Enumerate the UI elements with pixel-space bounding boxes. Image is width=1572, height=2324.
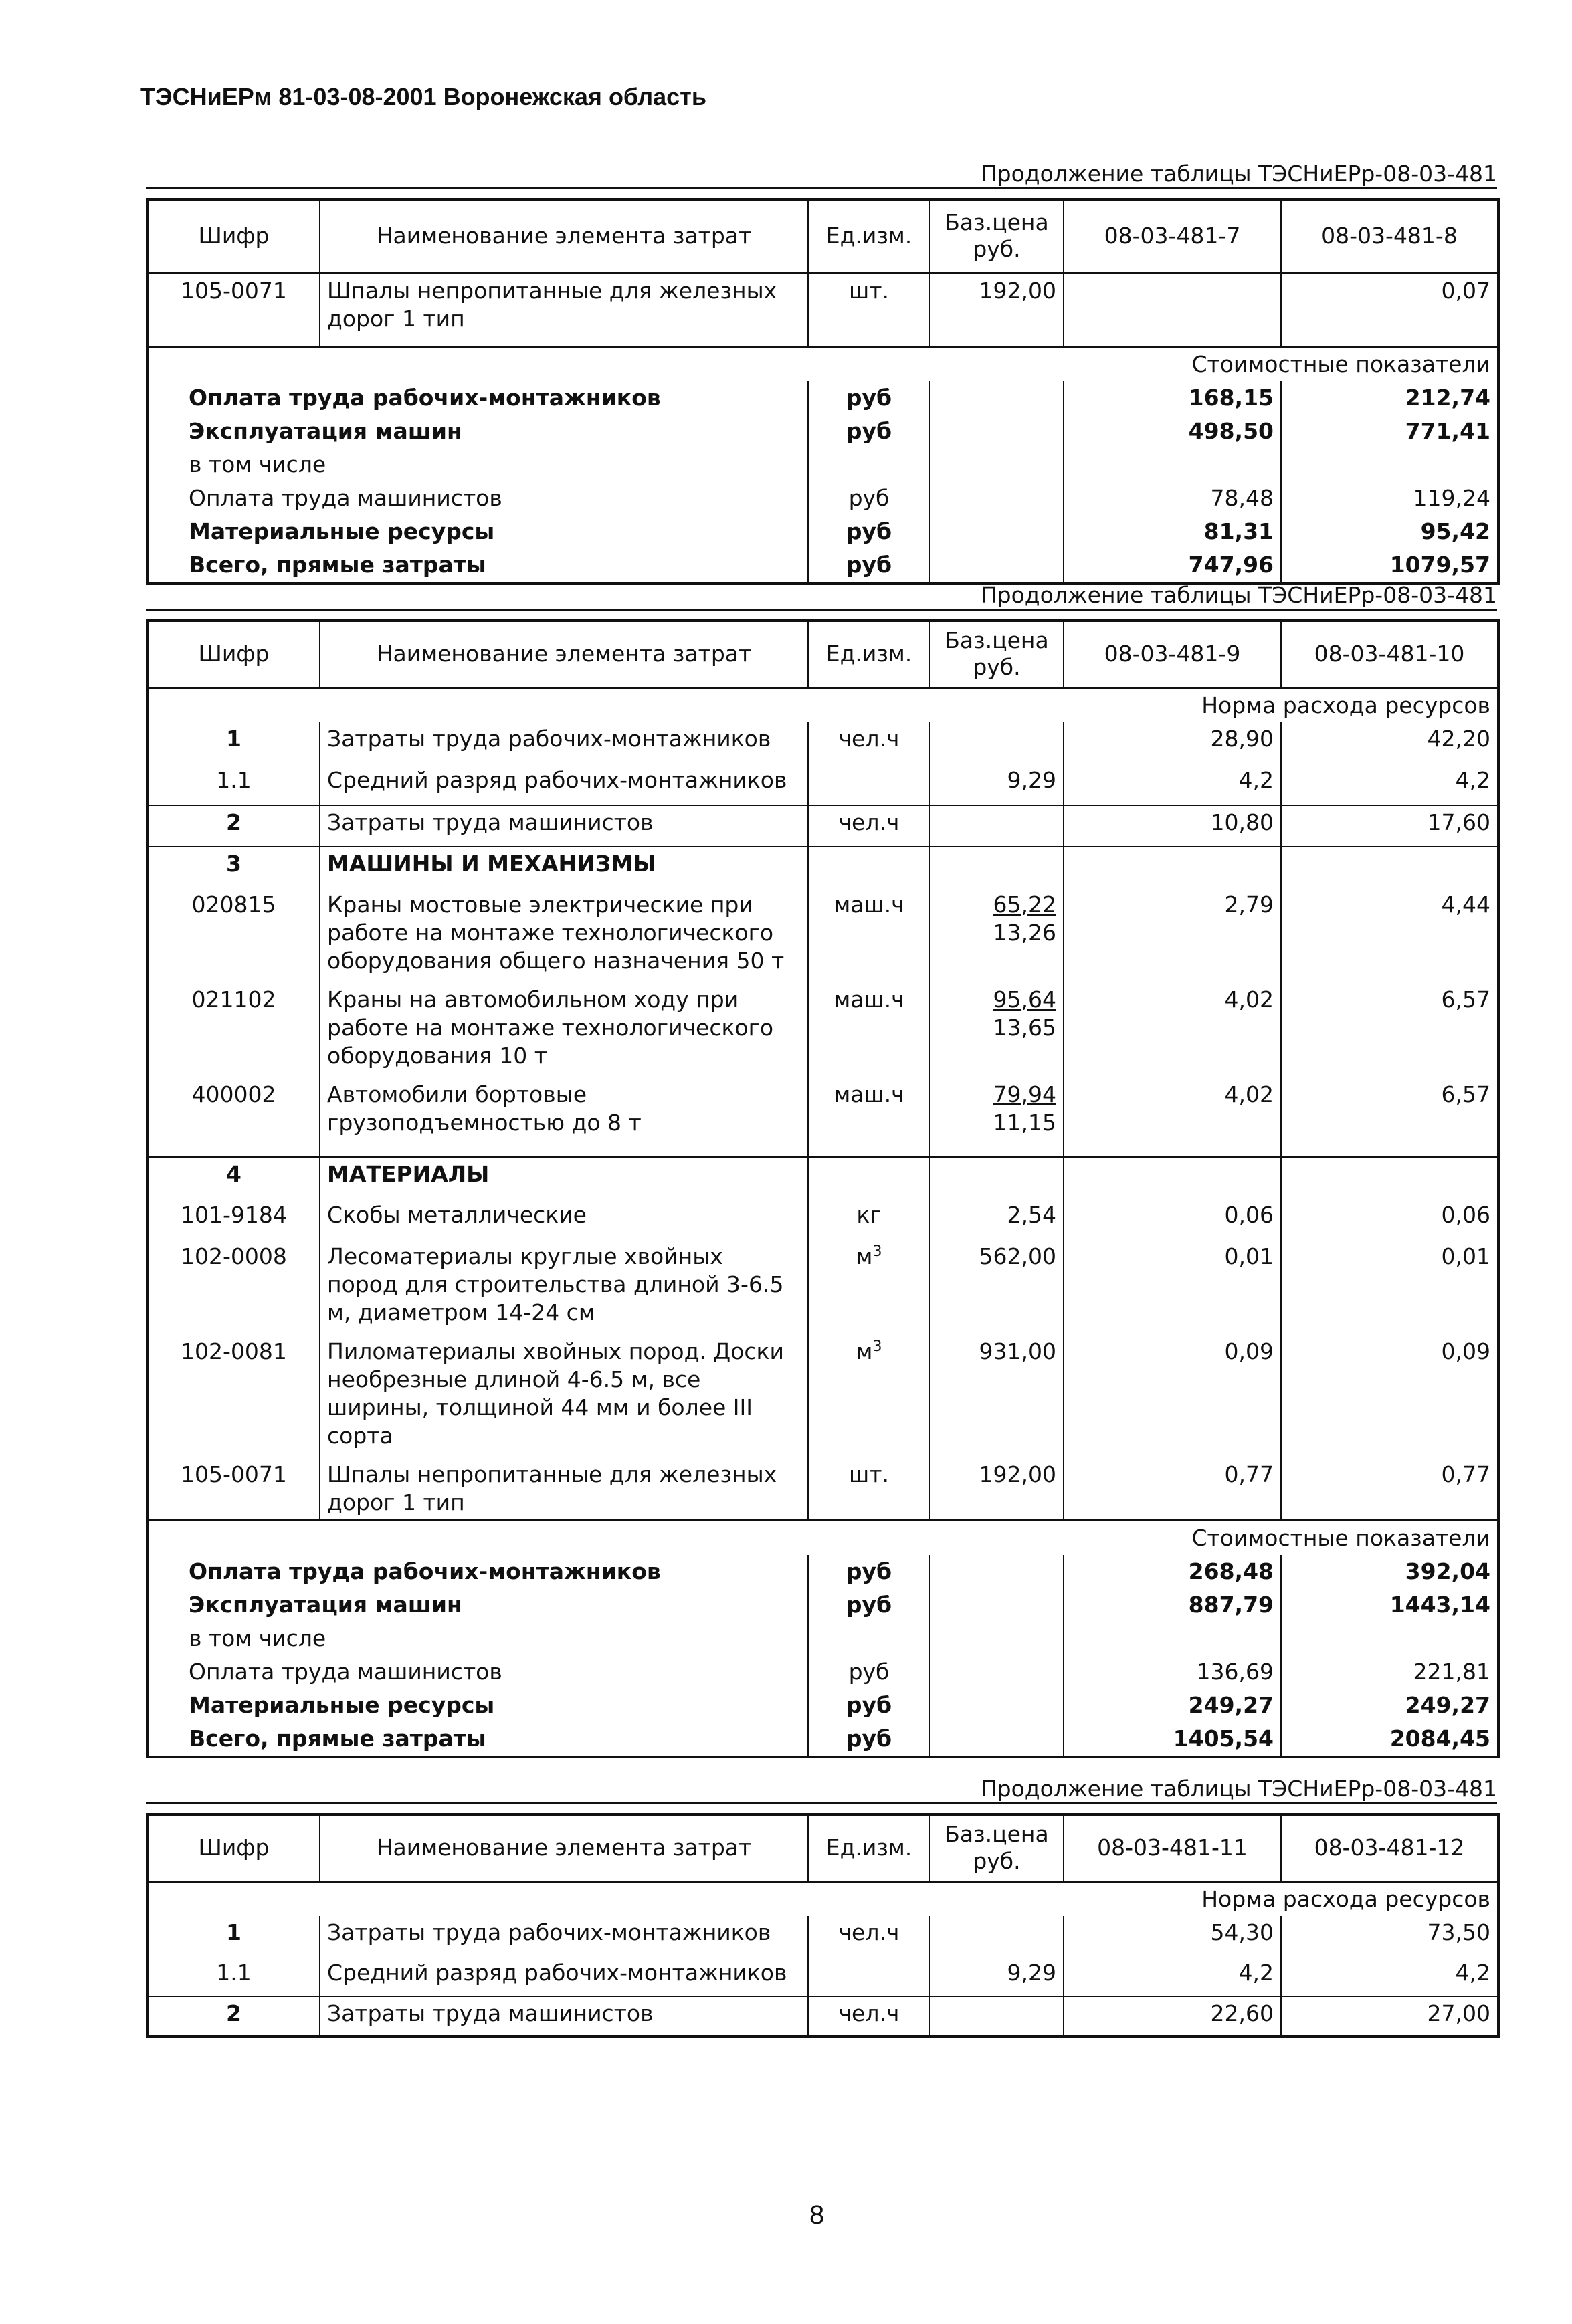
- header-col1: 08-03-481-7: [1064, 199, 1281, 273]
- cost-price: [930, 1689, 1064, 1722]
- header-name: Наименование элемента затрат: [320, 199, 808, 273]
- row-name: Автомобили бортовые грузоподъемностью до 8 т: [320, 1078, 808, 1157]
- row-code: 105-0071: [147, 273, 320, 346]
- cost-price: [930, 1655, 1064, 1689]
- row-price: 192,00: [930, 273, 1064, 346]
- row-code: 1: [147, 1916, 320, 1956]
- header-unit: Ед.изм.: [808, 621, 930, 688]
- cost-row: [147, 1655, 1498, 1689]
- row-code: 2: [147, 805, 320, 847]
- cost-row: [147, 548, 1498, 583]
- row-code: 1.1: [147, 1956, 320, 1996]
- header-code: Шифр: [147, 621, 320, 688]
- cost-value-1: 168,15: [1064, 381, 1281, 415]
- cost-unit: руб: [808, 515, 930, 548]
- cost-unit: [808, 448, 930, 482]
- row-price: 562,00: [930, 1240, 1064, 1335]
- row-name: Средний разряд рабочих-монтажников: [320, 1956, 808, 1996]
- cost-value-1: 78,48: [1064, 482, 1281, 515]
- row-value-1: 54,30: [1064, 1916, 1281, 1956]
- row-value-1: 0,06: [1064, 1198, 1281, 1240]
- header-col2: 08-03-481-10: [1281, 621, 1498, 688]
- row-unit: чел.ч: [808, 722, 930, 764]
- row-name: Краны мостовые электрические при работе на монтаже технологического оборудования общего назначения 50 т: [320, 888, 808, 983]
- row-value-2: 4,2: [1281, 1956, 1498, 1996]
- price-wage: 13,65: [993, 1014, 1056, 1041]
- row-value-1: 0,77: [1064, 1458, 1281, 1521]
- cost-row: [147, 1555, 1498, 1588]
- row-price: 2,54: [930, 1198, 1064, 1240]
- table-row: [147, 1956, 1498, 1996]
- table-row: [147, 1916, 1498, 1956]
- row-price: [930, 983, 1064, 1078]
- norm-section-title: Норма расхода ресурсов: [147, 1881, 1498, 1916]
- row-name: Скобы металлические: [320, 1198, 808, 1240]
- row-value-2: 73,50: [1281, 1916, 1498, 1956]
- row-value-2: [1281, 1157, 1498, 1198]
- section-row: [147, 1520, 1498, 1555]
- table-row: [147, 1458, 1498, 1521]
- cost-label: Материальные ресурсы: [189, 1691, 495, 1718]
- row-unit: [808, 764, 930, 805]
- row-unit: маш.ч: [808, 1078, 930, 1157]
- cost-row: [147, 1689, 1498, 1722]
- header-col2: 08-03-481-12: [1281, 1814, 1498, 1881]
- cost-value-1: 268,48: [1064, 1555, 1281, 1588]
- cost-price: [930, 1622, 1064, 1655]
- row-price: 931,00: [930, 1335, 1064, 1458]
- row-value-2: 6,57: [1281, 983, 1498, 1078]
- row-name: Лесоматериалы круглые хвойных пород для строительства длиной 3-6.5 м, диаметром 14-24 см: [320, 1240, 808, 1335]
- row-unit: [808, 1956, 930, 1996]
- table-row: [147, 805, 1498, 847]
- row-unit: [808, 1335, 930, 1458]
- table-row: [147, 847, 1498, 888]
- page-number: 8: [809, 2200, 825, 2230]
- header-unit: Ед.изм.: [808, 1814, 930, 1881]
- row-unit: маш.ч: [808, 983, 930, 1078]
- cost-section-title: Стоимостные показатели: [147, 1520, 1498, 1555]
- row-code: 1: [147, 722, 320, 764]
- row-value-2: 42,20: [1281, 722, 1498, 764]
- cost-price: [930, 448, 1064, 482]
- row-code: 020815: [147, 888, 320, 983]
- cost-section-title: Стоимостные показатели: [147, 346, 1498, 381]
- table-row: [147, 764, 1498, 805]
- table1: [146, 198, 1500, 585]
- table1-header-row: [147, 199, 1498, 273]
- cost-value-2: 392,04: [1281, 1555, 1498, 1588]
- row-value-2: 0,09: [1281, 1335, 1498, 1458]
- row-name: Шпалы непропитанные для железных дорог 1 тип: [320, 1458, 808, 1521]
- row-code: 105-0071: [147, 1458, 320, 1521]
- cost-price: [930, 548, 1064, 583]
- row-value-1: 4,02: [1064, 1078, 1281, 1157]
- cost-price: [930, 381, 1064, 415]
- row-value-2: 4,44: [1281, 888, 1498, 983]
- row-price: [930, 1078, 1064, 1157]
- row-code: 021102: [147, 983, 320, 1078]
- row-name: МАТЕРИАЛЫ: [320, 1157, 808, 1198]
- cost-price: [930, 1555, 1064, 1588]
- table2-header-row: [147, 621, 1498, 688]
- table3: [146, 1813, 1500, 2038]
- cost-unit: руб: [808, 548, 930, 583]
- row-price: [930, 847, 1064, 888]
- row-name: Краны на автомобильном ходу при работе на монтаже технологического оборудования 10 т: [320, 983, 808, 1078]
- cost-row: [147, 515, 1498, 548]
- cost-unit: [808, 1622, 930, 1655]
- cost-value-2: 1443,14: [1281, 1588, 1498, 1622]
- table-row: [147, 1996, 1498, 2036]
- row-name: Затраты труда рабочих-монтажников: [320, 722, 808, 764]
- table2: [146, 619, 1500, 1758]
- row-unit: шт.: [808, 1458, 930, 1521]
- row-value-1: [1064, 847, 1281, 888]
- cost-row: [147, 448, 1498, 482]
- table2-continuation: Продолжение таблицы ТЭСНиЕРр-08-03-481: [146, 582, 1497, 611]
- row-price: 9,29: [930, 1956, 1064, 1996]
- table-row: [147, 983, 1498, 1078]
- cost-value-2: 1079,57: [1281, 548, 1498, 583]
- row-value-2: 6,57: [1281, 1078, 1498, 1157]
- row-value-1: 4,02: [1064, 983, 1281, 1078]
- row-code: 2: [147, 1996, 320, 2036]
- row-value-1: [1064, 1157, 1281, 1198]
- table3-header-row: [147, 1814, 1498, 1881]
- table-row: [147, 1157, 1498, 1198]
- header-col1: 08-03-481-9: [1064, 621, 1281, 688]
- cost-label: Оплата труда рабочих-монтажников: [189, 1558, 661, 1584]
- row-name: МАШИНЫ И МЕХАНИЗМЫ: [320, 847, 808, 888]
- cost-price: [930, 1588, 1064, 1622]
- document-title: ТЭСНиЕРм 81-03-08-2001 Воронежская область: [140, 83, 706, 110]
- section-row: [147, 1881, 1498, 1916]
- row-unit: чел.ч: [808, 805, 930, 847]
- header-code: Шифр: [147, 1814, 320, 1881]
- row-value-1: 0,01: [1064, 1240, 1281, 1335]
- cost-value-1: 81,31: [1064, 515, 1281, 548]
- header-col1: 08-03-481-11: [1064, 1814, 1281, 1881]
- cost-value-1: 887,79: [1064, 1588, 1281, 1622]
- cost-unit: руб: [808, 1555, 930, 1588]
- cubic-superscript: 3: [872, 1338, 882, 1355]
- table-row: [147, 1198, 1498, 1240]
- cost-label: Всего, прямые затраты: [189, 1725, 486, 1752]
- row-value-1: [1064, 273, 1281, 346]
- cost-value-1: 1405,54: [1064, 1722, 1281, 1757]
- cost-value-2: 771,41: [1281, 415, 1498, 448]
- row-unit: [808, 1157, 930, 1198]
- cost-price: [930, 482, 1064, 515]
- section-row: [147, 346, 1498, 381]
- table-row: [147, 888, 1498, 983]
- row-value-1: 22,60: [1064, 1996, 1281, 2036]
- cost-row: [147, 482, 1498, 515]
- cost-label: Всего, прямые затраты: [189, 551, 486, 578]
- cost-unit: руб: [808, 1689, 930, 1722]
- cost-price: [930, 1722, 1064, 1757]
- cost-value-1: [1064, 448, 1281, 482]
- row-name: Затраты труда машинистов: [320, 805, 808, 847]
- cost-price: [930, 415, 1064, 448]
- header-code: Шифр: [147, 199, 320, 273]
- cost-unit: руб: [808, 1588, 930, 1622]
- row-value-2: 27,00: [1281, 1996, 1498, 2036]
- cost-label: Эксплуатация машин: [189, 1591, 462, 1618]
- row-unit: [808, 847, 930, 888]
- table3-resource-body: [147, 1916, 1498, 2036]
- cost-label: Оплата труда рабочих-монтажников: [189, 384, 661, 411]
- table-row: [147, 1240, 1498, 1335]
- cost-label: в том числе: [189, 1624, 326, 1651]
- table-row: [147, 273, 1498, 346]
- row-value-1: 0,09: [1064, 1335, 1281, 1458]
- row-value-2: 0,77: [1281, 1458, 1498, 1521]
- row-price: 9,29: [930, 764, 1064, 805]
- table-row: [147, 1335, 1498, 1458]
- cost-value-2: [1281, 448, 1498, 482]
- row-value-2: 0,01: [1281, 1240, 1498, 1335]
- row-value-2: 0,06: [1281, 1198, 1498, 1240]
- cost-value-1: 136,69: [1064, 1655, 1281, 1689]
- row-name: Шпалы непропитанные для железных дорог 1 тип: [320, 273, 808, 346]
- row-unit: маш.ч: [808, 888, 930, 983]
- cost-value-2: 95,42: [1281, 515, 1498, 548]
- header-price: Баз.цена руб.: [930, 621, 1064, 688]
- cost-unit: руб: [808, 482, 930, 515]
- table2-cost-body: [147, 1555, 1498, 1757]
- table1-cost-body: [147, 381, 1498, 583]
- cost-label: Оплата труда машинистов: [189, 1658, 502, 1685]
- cost-value-2: 119,24: [1281, 482, 1498, 515]
- cost-label: в том числе: [189, 451, 326, 478]
- row-price: 192,00: [930, 1458, 1064, 1521]
- header-unit: Ед.изм.: [808, 199, 930, 273]
- cost-value-2: 2084,45: [1281, 1722, 1498, 1757]
- cost-value-1: 249,27: [1064, 1689, 1281, 1722]
- row-value-1: 10,80: [1064, 805, 1281, 847]
- row-code: 102-0008: [147, 1240, 320, 1335]
- row-name: Пиломатериалы хвойных пород. Доски необрезные длиной 4-6.5 м, все ширины, толщиной 44 мм и более III сорта: [320, 1335, 808, 1458]
- row-value-1: 2,79: [1064, 888, 1281, 983]
- row-value-2: 4,2: [1281, 764, 1498, 805]
- row-price: [930, 1996, 1064, 2036]
- table-row: [147, 722, 1498, 764]
- row-code: 400002: [147, 1078, 320, 1157]
- row-code: 101-9184: [147, 1198, 320, 1240]
- cost-row: [147, 381, 1498, 415]
- cubic-superscript: 3: [872, 1243, 882, 1260]
- section-row: [147, 688, 1498, 722]
- row-code: 3: [147, 847, 320, 888]
- cost-label: Эксплуатация машин: [189, 417, 462, 444]
- row-value-2: 17,60: [1281, 805, 1498, 847]
- norm-section-title: Норма расхода ресурсов: [147, 688, 1498, 722]
- row-value-2: [1281, 847, 1498, 888]
- cost-value-2: [1281, 1622, 1498, 1655]
- header-name: Наименование элемента затрат: [320, 1814, 808, 1881]
- cost-price: [930, 515, 1064, 548]
- cost-row: [147, 1722, 1498, 1757]
- row-price: [930, 722, 1064, 764]
- cost-value-2: 249,27: [1281, 1689, 1498, 1722]
- row-price: [930, 1157, 1064, 1198]
- price-wage: 13,26: [993, 919, 1056, 946]
- table2-resource-body: [147, 722, 1498, 1521]
- header-price: Баз.цена руб.: [930, 1814, 1064, 1881]
- cost-value-1: [1064, 1622, 1281, 1655]
- row-name: Средний разряд рабочих-монтажников: [320, 764, 808, 805]
- cost-value-1: 498,50: [1064, 415, 1281, 448]
- price-total: 79,94: [993, 1081, 1056, 1107]
- table-row: [147, 1078, 1498, 1157]
- header-col2: 08-03-481-8: [1281, 199, 1498, 273]
- cost-row: [147, 1622, 1498, 1655]
- row-price: [930, 805, 1064, 847]
- row-unit: кг: [808, 1198, 930, 1240]
- price-wage: 11,15: [993, 1109, 1056, 1136]
- row-value-1: 28,90: [1064, 722, 1281, 764]
- row-unit-text: м: [856, 1338, 873, 1364]
- table1-continuation: Продолжение таблицы ТЭСНиЕРр-08-03-481: [146, 161, 1497, 189]
- table3-continuation: Продолжение таблицы ТЭСНиЕРр-08-03-481: [146, 1776, 1497, 1804]
- row-code: 102-0081: [147, 1335, 320, 1458]
- header-name: Наименование элемента затрат: [320, 621, 808, 688]
- cost-value-2: 212,74: [1281, 381, 1498, 415]
- row-price: [930, 1916, 1064, 1956]
- cost-label: Оплата труда машинистов: [189, 484, 502, 511]
- price-total: 95,64: [993, 986, 1056, 1013]
- row-value-2: 0,07: [1281, 273, 1498, 346]
- cost-value-1: 747,96: [1064, 548, 1281, 583]
- row-name: Затраты труда рабочих-монтажников: [320, 1916, 808, 1956]
- row-price: [930, 888, 1064, 983]
- cost-row: [147, 415, 1498, 448]
- cost-row: [147, 1588, 1498, 1622]
- header-price: Баз.цена руб.: [930, 199, 1064, 273]
- row-unit-text: м: [856, 1243, 873, 1269]
- cost-unit: руб: [808, 1722, 930, 1757]
- row-unit: чел.ч: [808, 1996, 930, 2036]
- row-code: 4: [147, 1157, 320, 1198]
- cost-unit: руб: [808, 1655, 930, 1689]
- row-code: 1.1: [147, 764, 320, 805]
- cost-value-2: 221,81: [1281, 1655, 1498, 1689]
- row-unit: чел.ч: [808, 1916, 930, 1956]
- row-value-1: 4,2: [1064, 764, 1281, 805]
- row-name: Затраты труда машинистов: [320, 1996, 808, 2036]
- cost-label: Материальные ресурсы: [189, 518, 495, 544]
- cost-unit: руб: [808, 415, 930, 448]
- row-unit: [808, 1240, 930, 1335]
- row-unit: шт.: [808, 273, 930, 346]
- price-total: 65,22: [993, 891, 1056, 918]
- cost-unit: руб: [808, 381, 930, 415]
- row-value-1: 4,2: [1064, 1956, 1281, 1996]
